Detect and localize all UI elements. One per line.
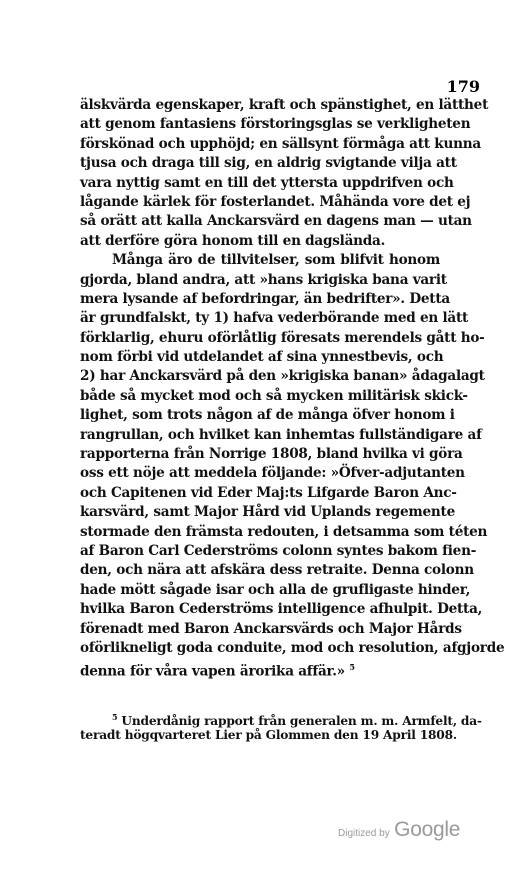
text-line: att derföre göra honom till en dagslända. bbox=[80, 232, 386, 249]
footnote-text: Underdånig rapport från generalen m. m. Armfelt, da- bbox=[121, 714, 482, 729]
body-text bbox=[80, 96, 505, 680]
text-line: vara nyttig samt en till det yttersta uppdrifven och bbox=[80, 174, 454, 191]
text-line: lågande kärlek för fosterlandet. Måhända vore det ej bbox=[80, 193, 471, 210]
text-line: karsvärd, samt Major Hård vid Uplands regemente bbox=[80, 504, 455, 521]
page-number: 179 bbox=[446, 77, 480, 96]
text-line: förskönad och upphöjd; en sällsynt förmåga att kunna bbox=[80, 135, 481, 152]
text-line: hvilka Baron Cederströms intelligence afhulpit. Detta, bbox=[80, 601, 483, 618]
text-line: oförlikneligt goda conduite, mod och resolution, afgjorde bbox=[80, 639, 505, 656]
watermark-prefix: Digitized by bbox=[338, 828, 390, 839]
text-line: lighet, som trots någon af de många öfver honom i bbox=[80, 407, 455, 424]
text-line: och Capitenen vid Eder Maj:ts Lifgarde Baron Anc- bbox=[80, 484, 457, 501]
text-line: Många äro de tillvitelser, som blifvit honom bbox=[112, 252, 440, 269]
footnote bbox=[80, 708, 482, 744]
footnote-line bbox=[80, 708, 482, 729]
text-line: förklarlig, ehuru oförlåtlig föresats merendels gått ho- bbox=[80, 329, 485, 346]
footnote-reference: 5 bbox=[349, 662, 355, 673]
text-line: tjusa och draga till sig, en aldrig svigtande vilja att bbox=[80, 155, 457, 172]
text-line: är grundfalskt, ty 1) hafva vederbörande med en lätt bbox=[80, 310, 469, 327]
text-line: hade mött sågade isar och alla de grufligaste hinder, bbox=[80, 581, 471, 598]
google-watermark bbox=[338, 818, 460, 842]
text-line: oss ett nöje att meddela följande: »Öfver-adjutanten bbox=[80, 465, 465, 482]
text-line-content: denna för våra vapen ärorika affär.» bbox=[80, 663, 345, 680]
text-line: stormade den främsta redouten, i detsamma som téten bbox=[80, 523, 488, 540]
text-line: att genom fantasiens förstoringsglas se verkligheten bbox=[80, 116, 471, 133]
text-line: mera lysande af befordringar, än bedrifter». Detta bbox=[80, 290, 450, 307]
footnote-line: teradt högqvarteret Lier på Glommen den 19 April 1808. bbox=[80, 728, 457, 742]
text-line: förenadt med Baron Anckarsvärds och Major Hårds bbox=[80, 620, 462, 637]
google-logo: Google bbox=[394, 818, 461, 841]
text-line-final bbox=[80, 658, 440, 680]
text-line: den, och nära att afskära dess retraite. Denna colonn bbox=[80, 562, 474, 579]
text-line: både så mycket mod och så mycken militärisk skick- bbox=[80, 387, 468, 404]
text-line: rapporterna från Norrige 1808, bland hvilka vi göra bbox=[80, 446, 463, 463]
text-line: af Baron Carl Cederströms colonn syntes bakom fien- bbox=[80, 542, 477, 559]
text-line: älskvärda egenskaper, kraft och spänstighet, en lätthet bbox=[80, 97, 489, 113]
text-line: nom förbi vid utdelandet af sina ynnestbevis, och bbox=[80, 349, 444, 366]
footnote-marker: 5 bbox=[112, 712, 118, 722]
text-line: så orätt att kalla Anckarsvärd en dagens man — utan bbox=[80, 213, 472, 230]
text-line: gjorda, bland andra, att »hans krigiska bana varit bbox=[80, 271, 447, 288]
text-line: 2) har Anckarsvärd på den »krigiska banan» ådagalagt bbox=[80, 368, 485, 385]
text-line: rangrullan, och hvilket kan inhemtas fullständigare af bbox=[80, 426, 482, 443]
